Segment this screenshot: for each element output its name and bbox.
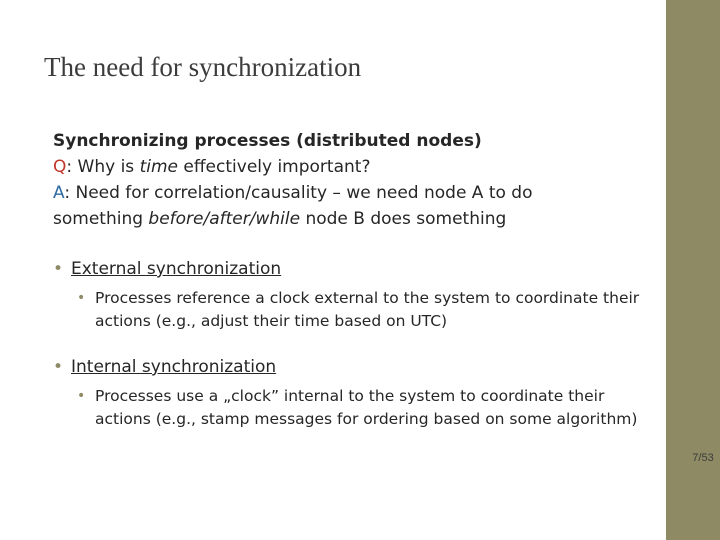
answer-line-1 bbox=[53, 180, 643, 206]
intro-block bbox=[53, 128, 643, 232]
intro-heading: Synchronizing processes (distributed nodes) bbox=[53, 131, 482, 151]
bullet-external-sync bbox=[53, 257, 643, 281]
question-emphasis: time bbox=[139, 157, 178, 177]
page-number-badge bbox=[690, 441, 716, 477]
sub-bullet-dot: • bbox=[77, 290, 86, 306]
bullet-dot: • bbox=[53, 357, 64, 377]
sub-bullet-external-sync bbox=[53, 287, 643, 333]
sub-bullet-text: Processes use a „clock” internal to the system to coordinate their actions (e.g., stamp messages for ordering based on some algorithm) bbox=[95, 387, 638, 428]
sub-bullet-text: Processes reference a clock external to the system to coordinate their actions (e.g., adjust their time based on UTC) bbox=[95, 289, 640, 330]
answer-text-pre: something bbox=[53, 209, 149, 229]
bullet-dot: • bbox=[53, 259, 64, 279]
slide-content bbox=[53, 128, 643, 431]
answer-line-2 bbox=[53, 206, 643, 232]
page-number: 7/53 bbox=[692, 452, 714, 464]
bullet-internal-sync bbox=[53, 355, 643, 379]
bullet-label: External synchronization bbox=[71, 259, 282, 279]
sub-bullet-internal-sync bbox=[53, 385, 643, 431]
question-line bbox=[53, 154, 643, 180]
answer-emphasis: before/after/while bbox=[148, 209, 301, 229]
sub-bullet-dot: • bbox=[77, 388, 86, 404]
answer-text-post: node B does something bbox=[300, 209, 507, 229]
slide-title: The need for synchronization bbox=[44, 52, 362, 82]
question-label: Q bbox=[53, 157, 67, 177]
question-text-end: effectively important? bbox=[177, 157, 371, 177]
bullet-label: Internal synchronization bbox=[71, 357, 277, 377]
question-text-start: : Why is bbox=[66, 157, 140, 177]
answer-label: A bbox=[53, 183, 65, 203]
answer-text-start: : Need for correlation/causality – we need node A to do bbox=[64, 183, 533, 203]
